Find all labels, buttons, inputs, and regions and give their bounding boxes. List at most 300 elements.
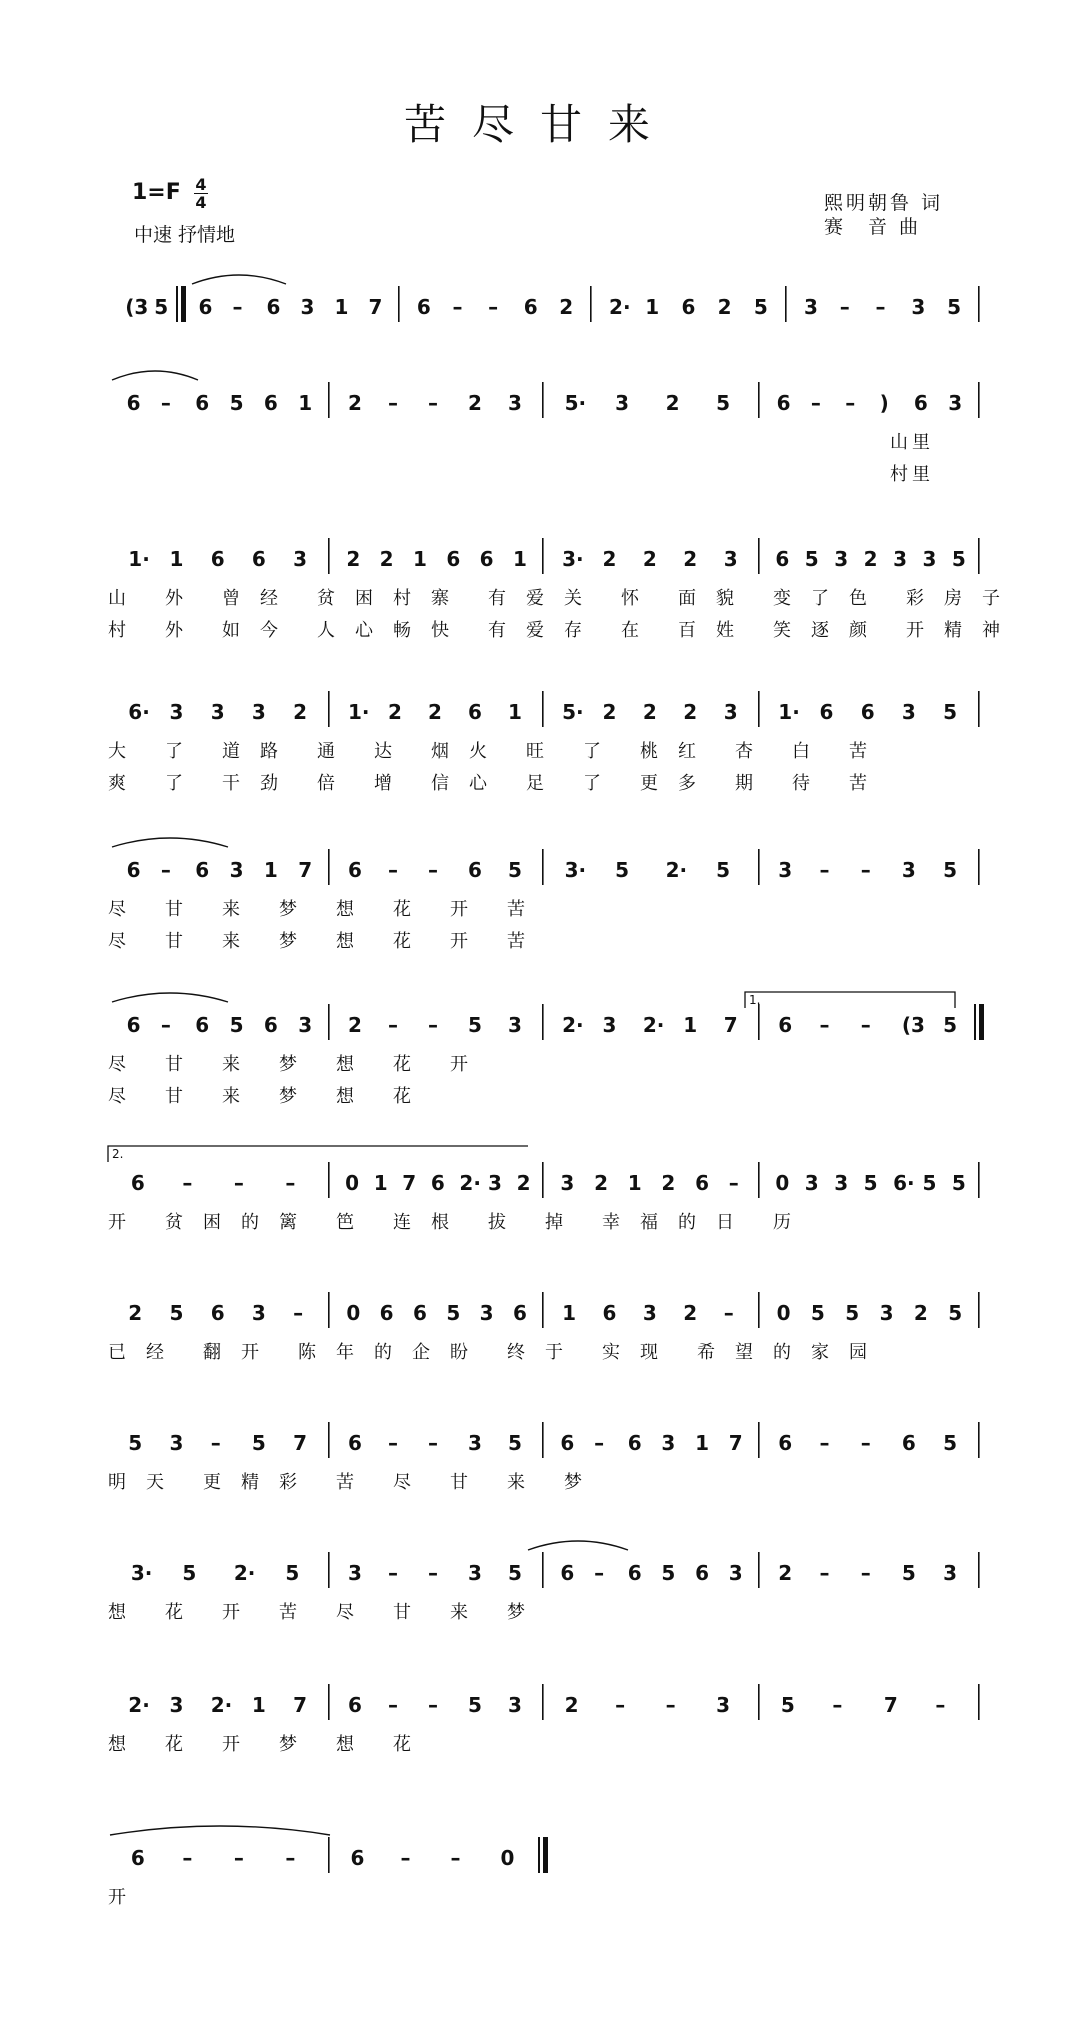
note-token: 2· <box>665 858 688 882</box>
lyric-char: 了 <box>811 588 829 609</box>
lyric-char: 困 <box>355 588 373 609</box>
note-token: 7 <box>293 1693 308 1717</box>
note-token: – <box>388 858 398 882</box>
double-barline-thick <box>181 286 186 322</box>
lyric-char: 梦 <box>279 1054 297 1075</box>
lyric-char: 多 <box>678 773 696 794</box>
lyric-char: 现 <box>640 1342 658 1363</box>
lyric-char: 了 <box>583 773 601 794</box>
note-token: – <box>428 1431 438 1455</box>
key-signature: 1=F <box>132 180 181 205</box>
note-token: 6 <box>523 295 538 319</box>
lyric-char: 的 <box>678 1212 696 1233</box>
note-token: 0 <box>500 1846 515 1870</box>
first-ending-bracket <box>745 992 955 1008</box>
note-token: 6 <box>126 391 141 415</box>
note-token: – <box>845 391 856 415</box>
note-token: 3 <box>661 1431 676 1455</box>
note-token: – <box>293 1301 304 1325</box>
note-token: – <box>832 1693 843 1717</box>
lyric-char: 希 <box>697 1342 715 1363</box>
note-token: 6 <box>266 295 281 319</box>
note-token: 2 <box>346 547 361 571</box>
note-token: 1 <box>251 1693 266 1717</box>
lyric-char: 尽 <box>393 1472 411 1493</box>
lyric-char: 甘 <box>165 931 183 952</box>
lyric-char: 怀 <box>621 588 639 609</box>
note-token: 3 <box>922 547 937 571</box>
note-token: 3 <box>642 1301 657 1325</box>
note-token: – <box>428 1693 438 1717</box>
note-token: – <box>388 1013 398 1037</box>
lyric-char: 尽 <box>336 1602 354 1623</box>
note-token: – <box>428 1013 438 1037</box>
lyric-char: 甘 <box>165 899 183 920</box>
lyric-char: 了 <box>165 741 183 762</box>
note-token: 6 <box>348 858 362 882</box>
note-token: 7 <box>368 295 383 319</box>
note-token: 6 <box>430 1171 445 1195</box>
barline <box>978 1162 980 1198</box>
lyric-char: 陈 <box>298 1342 316 1363</box>
barline <box>758 849 760 885</box>
lyric-char: 爽 <box>108 773 126 794</box>
note-token: 2 <box>428 700 442 724</box>
lyric-char: 变 <box>773 588 791 609</box>
barline <box>328 382 330 418</box>
note-token: – <box>285 1171 296 1195</box>
lyric-char: 里 <box>912 432 930 453</box>
lyric-char: 了 <box>165 773 183 794</box>
lyric-char: 苦 <box>849 773 867 794</box>
lyric-char: 村 <box>108 620 126 641</box>
note-token: 5 <box>948 1301 963 1325</box>
barline <box>978 1292 980 1328</box>
note-token: – <box>728 1171 739 1195</box>
note-token: 3 <box>169 700 184 724</box>
note-token: 6 <box>778 1431 793 1455</box>
lyric-char: 花 <box>393 1086 411 1107</box>
note-token: 6 <box>560 1561 575 1585</box>
lyric-char: 大 <box>108 741 126 762</box>
lyric-char: 期 <box>735 773 753 794</box>
note-token: 3 <box>723 547 738 571</box>
note-token: 6 <box>126 858 141 882</box>
note-token: 5 <box>229 1013 244 1037</box>
lyric-char: 子 <box>982 588 1000 609</box>
lyric-char: 花 <box>393 931 411 952</box>
note-token: 7 <box>723 1013 738 1037</box>
note-token: 3 <box>834 1171 849 1195</box>
slur <box>112 371 198 380</box>
note-token: 2 <box>778 1561 793 1585</box>
lyric-char: 心 <box>469 773 487 794</box>
lyric-char: 开 <box>906 620 924 641</box>
note-token: 3 <box>879 1301 894 1325</box>
lyric-char: 红 <box>678 741 696 762</box>
tempo-marking: 中速 抒情地 <box>134 224 236 246</box>
lyric-char: 梦 <box>279 931 297 952</box>
note-token: 2 <box>388 700 402 724</box>
lyric-char: 明 <box>108 1472 126 1493</box>
lyric-char: 家 <box>811 1342 829 1363</box>
lyric-char: 苦 <box>336 1472 354 1493</box>
note-token: 2· <box>210 1693 233 1717</box>
note-token: – <box>285 1846 296 1870</box>
lyric-char: 如 <box>222 620 240 641</box>
note-token: – <box>819 858 830 882</box>
note-token: (3 <box>901 1013 925 1037</box>
lyric-char: 尽 <box>108 931 126 952</box>
note-token: 0 <box>776 1301 791 1325</box>
lyric-char: 想 <box>108 1734 126 1755</box>
note-token: 5 <box>943 700 958 724</box>
lyric-char: 白 <box>792 741 810 762</box>
note-token: – <box>819 1561 830 1585</box>
note-token: 6 <box>195 858 210 882</box>
note-token: 7 <box>298 858 313 882</box>
lyric-char: 望 <box>735 1342 753 1363</box>
lyric-char: 开 <box>108 1887 126 1908</box>
note-token: (3 <box>125 295 149 319</box>
note-token: – <box>810 391 821 415</box>
note-token: 6 <box>416 295 431 319</box>
lyric-char: 心 <box>355 620 373 641</box>
lyric-char: 于 <box>545 1342 563 1363</box>
note-token: 5 <box>229 391 244 415</box>
lyric-char: 历 <box>773 1212 791 1233</box>
note-token: 3 <box>300 295 315 319</box>
note-token: 2 <box>683 700 698 724</box>
lyricist-credit: 熙明朝鲁 词 <box>824 192 944 214</box>
note-token: 3 <box>911 295 926 319</box>
note-token: 3 <box>560 1171 575 1195</box>
lyric-char: 了 <box>583 741 601 762</box>
note-token: 2 <box>516 1171 531 1195</box>
barline <box>328 1162 330 1198</box>
note-token: 3 <box>508 1693 522 1717</box>
note-token: 6 <box>195 391 210 415</box>
note-token: 3 <box>229 858 244 882</box>
lyric-char: 烟 <box>431 741 449 762</box>
lyric-char: 来 <box>222 899 240 920</box>
note-token: 3 <box>293 547 308 571</box>
barline <box>758 538 760 574</box>
lyric-char: 来 <box>507 1472 525 1493</box>
lyric-char: 达 <box>374 741 392 762</box>
lyric-char: 爱 <box>526 588 544 609</box>
note-token: – <box>860 858 871 882</box>
lyric-char: 尽 <box>108 1054 126 1075</box>
lyric-char: 想 <box>336 1086 354 1107</box>
note-token: 6 <box>195 1013 210 1037</box>
note-token: – <box>935 1693 946 1717</box>
barline <box>328 1292 330 1328</box>
note-token: 2 <box>594 1171 609 1195</box>
note-token: 5 <box>943 858 958 882</box>
note-token: – <box>233 1171 244 1195</box>
note-token: 5 <box>951 547 966 571</box>
slur <box>112 993 228 1002</box>
note-token: 6 <box>695 1171 710 1195</box>
note-token: 1· <box>778 700 800 724</box>
note-token: 6 <box>819 700 834 724</box>
note-token: 6 <box>627 1431 642 1455</box>
note-token: – <box>594 1561 605 1585</box>
barline <box>758 1552 760 1588</box>
lyric-char: 信 <box>431 773 449 794</box>
note-token: 2· <box>642 1013 665 1037</box>
note-token: 5 <box>615 858 630 882</box>
barline <box>758 691 760 727</box>
lyric-char: 开 <box>450 931 468 952</box>
lyric-char: 山 <box>108 588 126 609</box>
lyric-char: 开 <box>241 1342 259 1363</box>
note-token: 1· <box>348 700 370 724</box>
note-token: 5 <box>468 1013 482 1037</box>
lyric-char: 颜 <box>849 620 867 641</box>
note-token: 6 <box>602 1301 617 1325</box>
note-token: 5 <box>285 1561 300 1585</box>
note-token: 6 <box>560 1431 575 1455</box>
lyric-char: 花 <box>165 1734 183 1755</box>
note-token: 6 <box>350 1846 365 1870</box>
note-token: 1 <box>513 547 527 571</box>
lyric-char: 外 <box>165 588 183 609</box>
note-token: – <box>388 391 398 415</box>
lyric-char: 苦 <box>507 899 525 920</box>
lyric-char: 年 <box>336 1342 354 1363</box>
lyric-char: 更 <box>203 1472 221 1493</box>
note-token: 1 <box>169 547 184 571</box>
barline <box>978 538 980 574</box>
lyric-char: 姓 <box>716 620 734 641</box>
lyric-char: 贫 <box>317 588 335 609</box>
lyric-char: 花 <box>393 1054 411 1075</box>
note-token: 6· <box>128 700 150 724</box>
note-token: 5 <box>169 1301 184 1325</box>
lyric-char: 增 <box>374 773 392 794</box>
lyric-char: 困 <box>203 1212 221 1233</box>
double-barline-thin <box>974 1004 976 1040</box>
lyric-char: 貌 <box>716 588 734 609</box>
lyric-char: 百 <box>678 620 696 641</box>
note-token: 6 <box>130 1846 145 1870</box>
lyric-char: 开 <box>222 1734 240 1755</box>
note-token: ) <box>879 391 889 415</box>
lyric-char: 笆 <box>336 1212 354 1233</box>
note-token: 6 <box>210 547 225 571</box>
lyric-char: 色 <box>849 588 867 609</box>
note-token: 0 <box>346 1301 361 1325</box>
lyric-char: 村 <box>393 588 411 609</box>
note-token: 7 <box>293 1431 308 1455</box>
lyric-char: 幸 <box>602 1212 620 1233</box>
lyric-char: 的 <box>374 1342 392 1363</box>
barline <box>978 691 980 727</box>
note-token: 6 <box>263 391 278 415</box>
note-token: 7 <box>883 1693 898 1717</box>
note-token: – <box>615 1693 626 1717</box>
lyric-char: 日 <box>716 1212 734 1233</box>
lyric-char: 尽 <box>108 1086 126 1107</box>
lyric-char: 山 <box>890 432 908 453</box>
note-token: 5 <box>804 547 819 571</box>
composer-credit: 赛 音 曲 <box>824 216 922 238</box>
note-token: – <box>488 295 499 319</box>
note-token: – <box>160 858 171 882</box>
lyric-char: 杏 <box>735 741 753 762</box>
note-token: 5 <box>901 1561 916 1585</box>
double-barline-thick <box>543 1837 548 1873</box>
note-token: 6 <box>901 1431 916 1455</box>
note-token: 3 <box>251 1301 266 1325</box>
note-token: – <box>182 1846 193 1870</box>
note-token: 3 <box>468 1561 482 1585</box>
lyric-char: 尽 <box>108 899 126 920</box>
lyric-char: 房 <box>944 588 962 609</box>
note-token: 1 <box>508 700 522 724</box>
lyric-char: 精 <box>241 1472 259 1493</box>
lyric-char: 今 <box>260 620 278 641</box>
lyric-char: 待 <box>792 773 810 794</box>
note-token: 5 <box>251 1431 266 1455</box>
song-title: 苦尽甘来 <box>403 100 676 149</box>
note-token: 6· <box>893 1171 915 1195</box>
note-token: 3 <box>488 1171 502 1195</box>
lyric-char: 的 <box>773 1342 791 1363</box>
note-token: 5 <box>943 1013 958 1037</box>
note-token: 5 <box>716 391 731 415</box>
note-token: 5 <box>951 1171 966 1195</box>
barline <box>542 691 544 727</box>
note-token: 5 <box>182 1561 197 1585</box>
note-token: – <box>388 1561 398 1585</box>
lyric-char: 更 <box>640 773 658 794</box>
note-token: 3 <box>943 1561 958 1585</box>
note-token: 5· <box>564 391 587 415</box>
note-token: – <box>452 295 463 319</box>
note-token: 2 <box>913 1301 928 1325</box>
barline <box>542 1004 544 1040</box>
note-token: 6 <box>681 295 696 319</box>
lyric-char: 开 <box>108 1212 126 1233</box>
lyric-char: 园 <box>849 1342 867 1363</box>
note-token: 2 <box>665 391 680 415</box>
barline <box>328 849 330 885</box>
note-token: 2· <box>562 1013 584 1037</box>
note-token: 5 <box>753 295 768 319</box>
note-token: 6 <box>251 547 266 571</box>
lyric-char: 旺 <box>526 741 544 762</box>
lyric-char: 寨 <box>431 588 449 609</box>
note-token: 3 <box>602 1013 617 1037</box>
lyric-char: 梦 <box>564 1472 582 1493</box>
barline <box>758 1004 760 1040</box>
lyric-char: 有 <box>488 588 506 609</box>
lyric-char: 苦 <box>507 931 525 952</box>
note-token: 3 <box>468 1431 482 1455</box>
note-token: 1 <box>298 391 313 415</box>
note-token: 6 <box>348 1431 362 1455</box>
lyric-char: 彩 <box>279 1472 297 1493</box>
slur <box>110 1826 330 1835</box>
barline <box>758 1684 760 1720</box>
note-token: 5 <box>810 1301 825 1325</box>
lyric-char: 梦 <box>279 1734 297 1755</box>
note-token: – <box>819 1431 830 1455</box>
note-token: 3 <box>803 295 818 319</box>
note-token: – <box>160 391 171 415</box>
note-token: – <box>400 1846 411 1870</box>
note-token: 3 <box>716 1693 731 1717</box>
lyric-char: 福 <box>640 1212 658 1233</box>
note-token: 2 <box>559 295 574 319</box>
note-token: – <box>875 295 886 319</box>
note-token: 6 <box>468 858 482 882</box>
note-token: 2 <box>128 1301 143 1325</box>
barline <box>542 1684 544 1720</box>
lyric-char: 神 <box>982 620 1000 641</box>
note-token: 3 <box>723 700 738 724</box>
note-token: 3 <box>251 700 266 724</box>
lyric-char: 来 <box>222 931 240 952</box>
barline <box>542 1292 544 1328</box>
lyric-char: 干 <box>222 773 240 794</box>
note-token: 6 <box>468 700 482 724</box>
note-token: 2· <box>128 1693 150 1717</box>
lyric-char: 苦 <box>279 1602 297 1623</box>
note-token: – <box>860 1561 871 1585</box>
lyric-char: 道 <box>222 741 240 762</box>
note-token: 2 <box>348 391 362 415</box>
barline <box>978 849 980 885</box>
note-token: 3 <box>804 1171 819 1195</box>
lyric-char: 连 <box>393 1212 411 1233</box>
note-token: 5 <box>468 1693 482 1717</box>
note-token: 2 <box>602 700 617 724</box>
lyric-char: 想 <box>336 899 354 920</box>
lyric-char: 精 <box>944 620 962 641</box>
slur <box>112 838 228 847</box>
note-token: 5 <box>508 1431 522 1455</box>
note-token: 3 <box>901 700 916 724</box>
note-token: – <box>665 1693 676 1717</box>
note-token: 0 <box>775 1171 790 1195</box>
note-token: 6 <box>627 1561 642 1585</box>
lyric-char: 路 <box>260 741 278 762</box>
note-token: – <box>388 1431 398 1455</box>
lyric-char: 经 <box>260 588 278 609</box>
lyric-char: 来 <box>222 1054 240 1075</box>
note-token: 2 <box>564 1693 579 1717</box>
lyric-char: 根 <box>431 1212 449 1233</box>
note-token: – <box>160 1013 171 1037</box>
note-token: 2 <box>468 391 482 415</box>
lyric-char: 企 <box>412 1342 430 1363</box>
barline <box>978 1552 980 1588</box>
note-token: 6 <box>379 1301 394 1325</box>
lyric-char: 爱 <box>526 620 544 641</box>
time-signature-top: 4 <box>195 175 207 194</box>
lyric-char: 天 <box>146 1472 164 1493</box>
lyric-char: 快 <box>431 620 449 641</box>
note-token: 3 <box>298 1013 313 1037</box>
double-barline-thick <box>979 1004 984 1040</box>
lyric-char: 终 <box>507 1342 525 1363</box>
note-token: 5 <box>154 295 169 319</box>
lyric-char: 彩 <box>906 588 924 609</box>
